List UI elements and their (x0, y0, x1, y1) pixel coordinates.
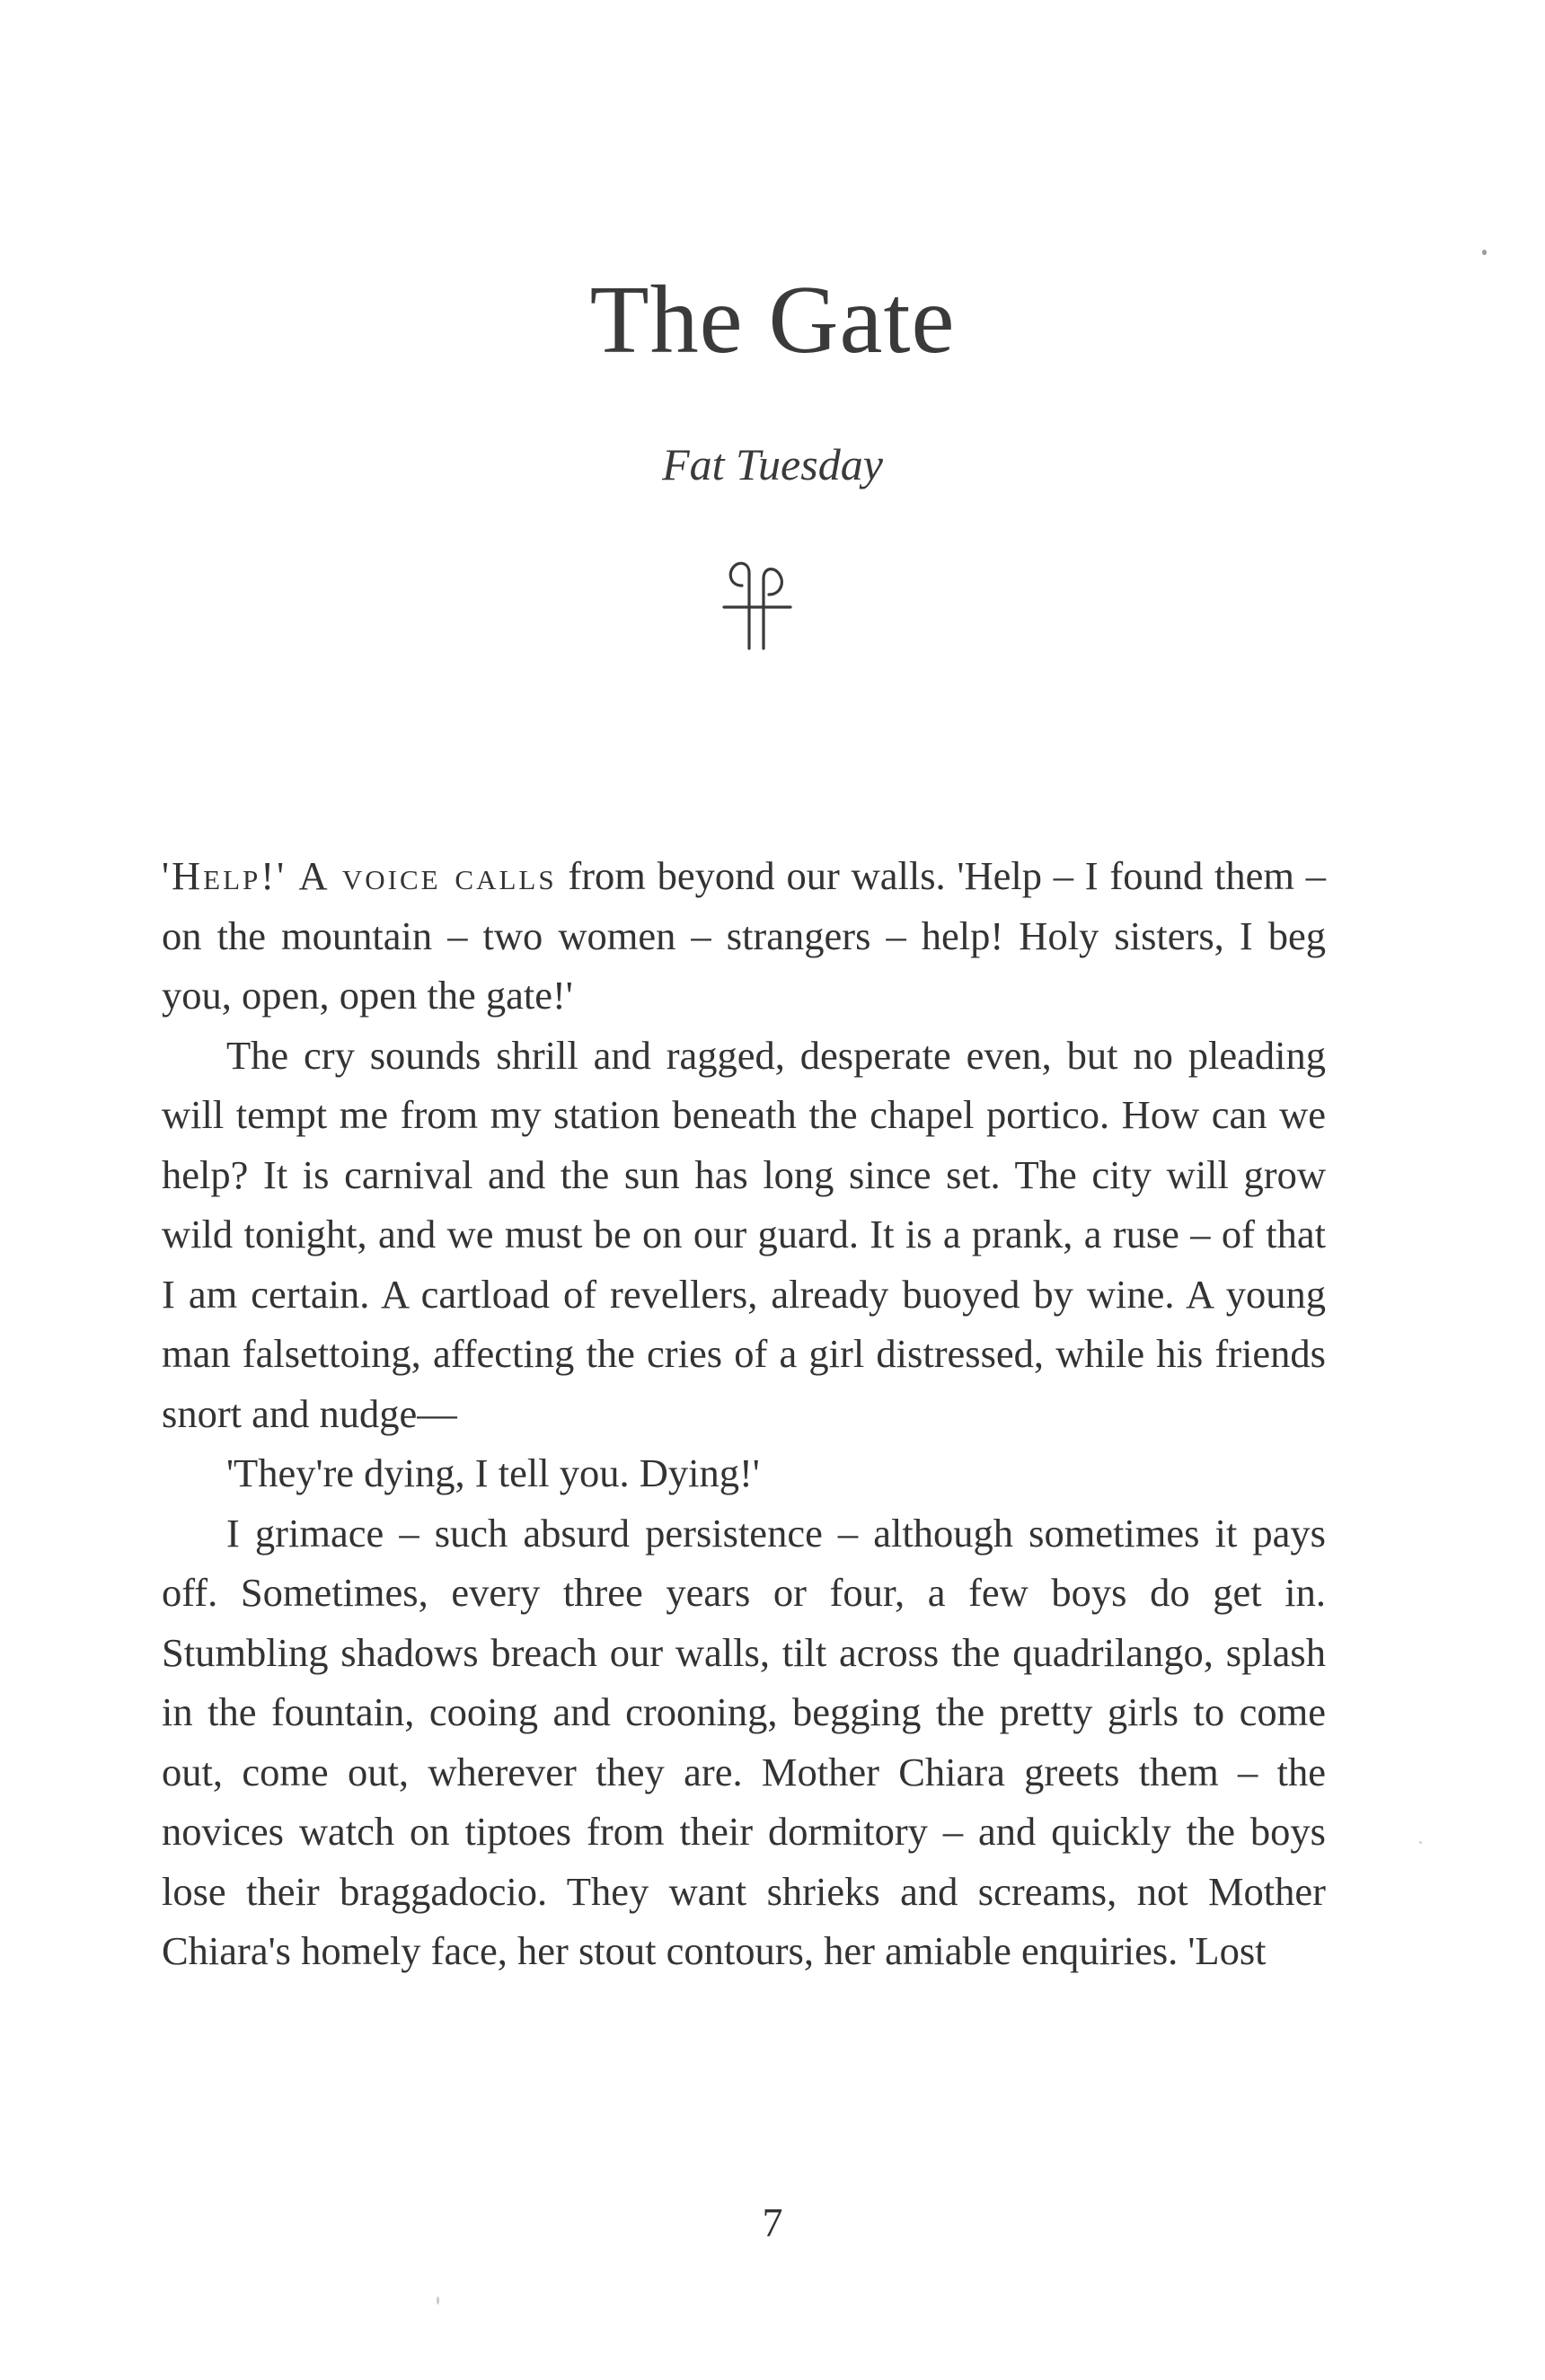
paragraph-1 (162, 846, 1326, 1026)
paragraph-text: from beyond our walls. 'Help – I found them – on the mountain – two women – strangers – help! Holy sisters, I beg you, open, open the gate!' (162, 853, 1327, 1018)
scan-speck (437, 2296, 439, 2305)
page-number: 7 (762, 2199, 783, 2245)
scan-speck (1419, 1841, 1422, 1844)
paragraph-3: 'They're dying, I tell you. Dying!' (226, 1450, 760, 1495)
chapter-title: The Gate (589, 267, 956, 374)
scan-speck (1482, 250, 1487, 255)
chapter-subtitle: Fat Tuesday (662, 439, 883, 489)
chapter-body (162, 846, 1326, 1981)
hebrew-ornament-icon (719, 550, 796, 657)
paragraph-2: The cry sounds shrill and ragged, desperate even, but no pleading will tempt me from my station beneath the chapel portico. How can we help? It is carnival and the sun has long since set. The city will grow wild tonight, and we must be on our guard. It is a prank, a ruse – of that I am certain. A cartload of revellers, already buoyed by wine. A young man falsettoing, affecting the cries of a girl distressed, while his friends snort and nudge— (162, 1032, 1326, 1436)
paragraph-4: I grimace – such absurd persistence – although sometimes it pays off. Sometimes, every three years or four, a few boys do get in. Stumbling shadows breach our walls, tilt across the quadrilango, splash in the fountain, cooing and crooning, begging the pretty girls to come out, come out, wherever they are. Mother Chiara greets them – the novices watch on tiptoes from their dormitory – and quickly the boys lose their braggadocio. They want shrieks and screams, not Mother Chiara's homely face, her stout contours, her amiable enquiries. 'Lost (162, 1510, 1326, 1973)
paragraph-lead-smallcaps: 'Help!' A voice calls (162, 853, 557, 898)
